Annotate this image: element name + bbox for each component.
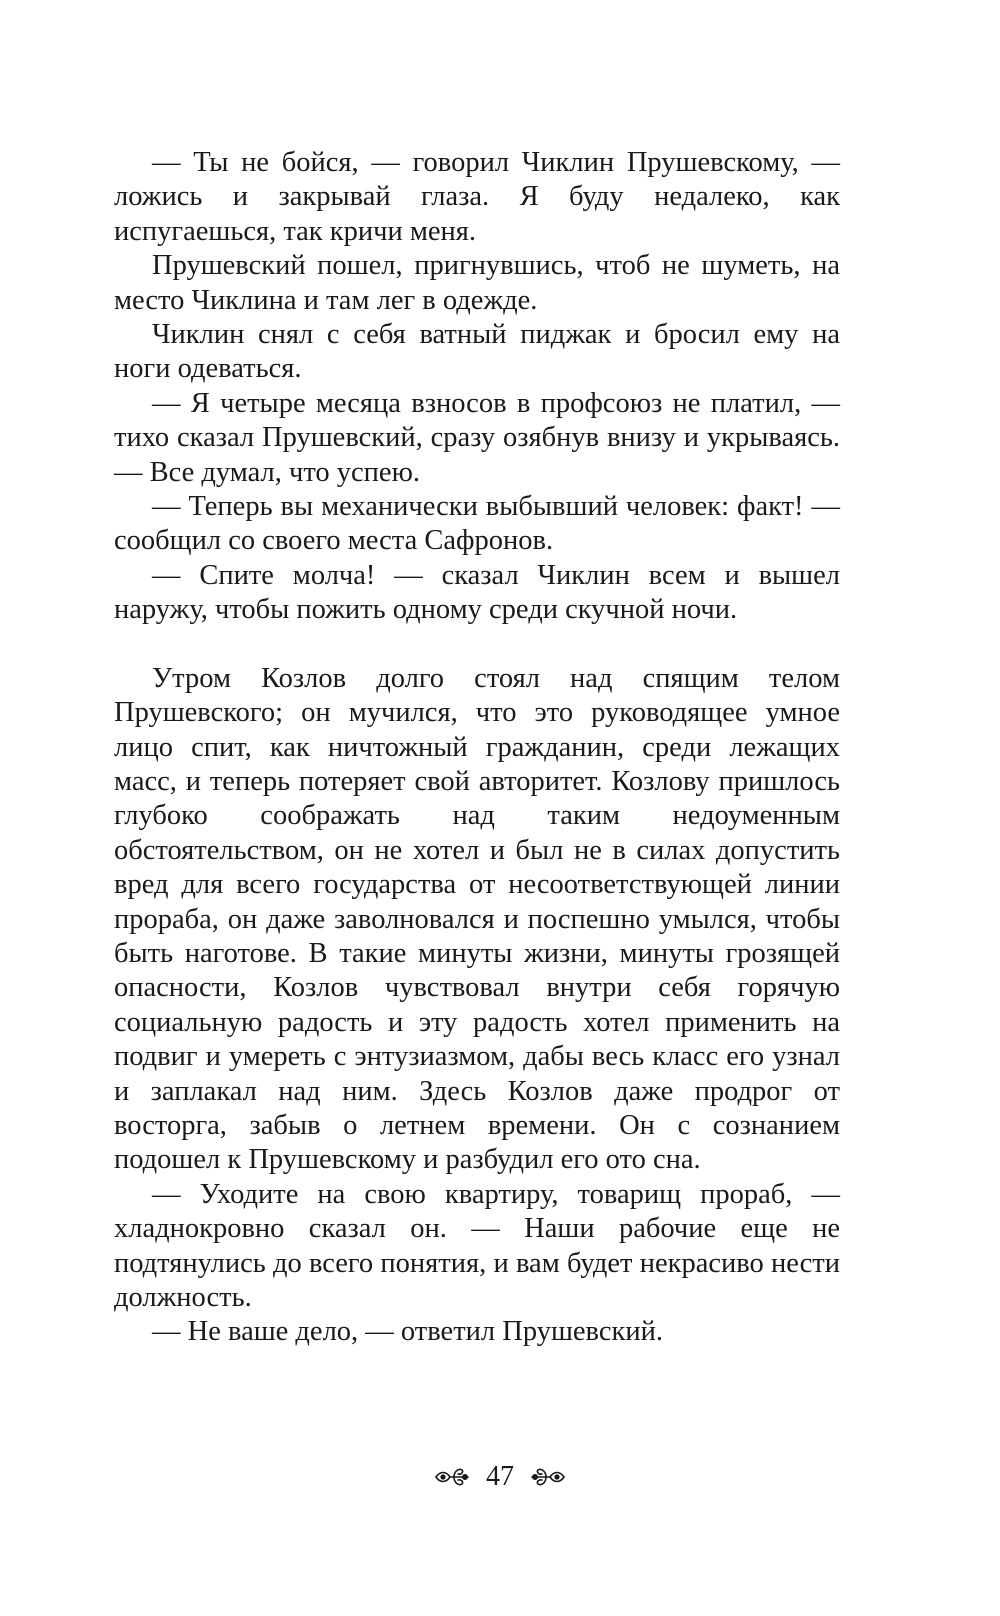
paragraph: — Не ваше дело, — ответил Прушевский. — [152, 1316, 663, 1348]
paragraph: — Спите молча! — сказал Чиклин всем и вышел наружу, чтобы пожить одному среди скучной ночи. — [114, 559, 840, 626]
paragraph: — Ты не бойся, — говорил Чиклин Прушевскому, — ложись и закрывай глаза. Я буду недалеко, как испугаешься, так кричи меня. — [114, 147, 840, 247]
paragraph: Прушевский пошел, пригнувшись, чтоб не шуметь, на место Чиклина и там лег в одежде. — [114, 250, 840, 316]
section-1 — [114, 146, 840, 628]
page-number: 47 — [486, 1461, 514, 1492]
paragraph: — Теперь вы механически выбывший человек: факт! — сообщил со своего места Сафронов. — [114, 491, 840, 557]
floral-ornament-icon — [432, 1463, 472, 1491]
paragraph: Утром Козлов долго стоял над спящим телом Прушевского; он мучился, что это руководящее умное лицо спит, как ничтожный гражданин, среди лежащих масс, и теперь потеряет свой авторитет. Козлову пришлось глубоко соображать над таким недоуменным обстоятельством, он не хотел и был не в силах допустить вред для всего государства от несоответствующей линии прораба, он даже заволновался и поспешно умылся, чтобы быть наготове. В такие минуты жизни, минуты грозящей опасности, Козлов чувствовал внутри себя горячую социальную радость и эту радость хотел применить на подвиг и умереть с энтузиазмом, дабы весь класс его узнал и заплакал над ним. Здесь Козлов даже продрог от восторга, забыв о летнем времени. Он с сознанием подошел к Прушевскому и разбудил его ото сна. — [114, 662, 840, 1176]
page-footer — [0, 1460, 1000, 1494]
page-body — [114, 146, 840, 1350]
paragraph: — Уходите на свою квартиру, товарищ прораб, — хладнокровно сказал он. — Наши рабочие еще не подтянулись до всего понятия, и вам будет некрасиво нести должность. — [114, 1178, 840, 1313]
section-2 — [114, 662, 840, 1350]
paragraph: Чиклин снял с себя ватный пиджак и бросил ему на ноги одеваться. — [114, 319, 840, 385]
floral-ornament-icon — [528, 1463, 568, 1491]
paragraph: — Я четыре месяца взносов в профсоюз не платил, — тихо сказал Прушевский, сразу озябнув внизу и укрываясь. — Все думал, что успею. — [114, 387, 840, 488]
